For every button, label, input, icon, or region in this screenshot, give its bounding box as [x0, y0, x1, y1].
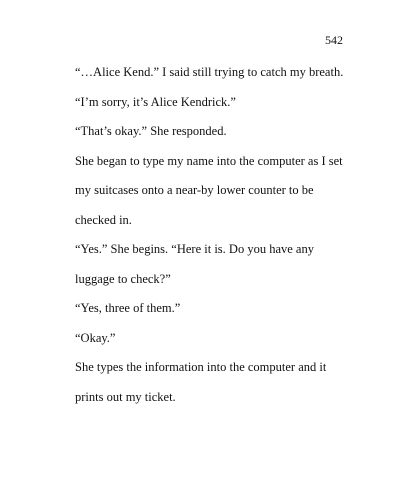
- text-line: “That’s okay.” She responded.: [75, 124, 227, 138]
- text-line: She types the information into the computer and it: [75, 360, 327, 374]
- text-line: She began to type my name into the computer as I set: [75, 153, 343, 168]
- page-number: 542: [325, 33, 343, 47]
- text-line: “Yes.” She begins. “Here it is. Do you have any: [75, 242, 314, 256]
- text-line: checked in.: [75, 212, 132, 227]
- text-line: “Okay.”: [75, 330, 116, 345]
- body-text: [75, 65, 365, 419]
- text-line: “…Alice Kend.” I said still trying to catch my breath.: [75, 65, 344, 79]
- text-line: prints out my ticket.: [75, 389, 176, 404]
- text-line: “Yes, three of them.”: [75, 301, 181, 315]
- text-line: my suitcases onto a near-by lower counter to be: [75, 183, 314, 197]
- text-line: luggage to check?”: [75, 271, 171, 286]
- text-line: “I’m sorry, it’s Alice Kendrick.”: [75, 94, 236, 109]
